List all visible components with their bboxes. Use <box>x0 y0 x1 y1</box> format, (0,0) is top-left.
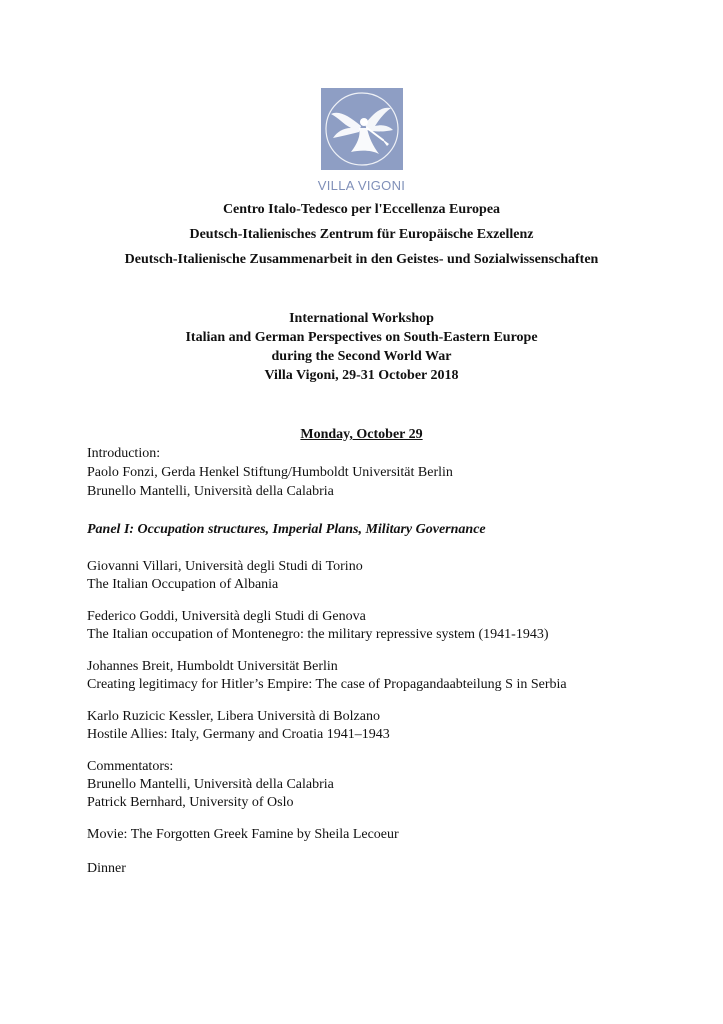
talk-speaker: Johannes Breit, Humboldt Universität Berlin <box>87 659 338 674</box>
talk-speaker: Karlo Ruzicic Kessler, Libera Università di Bolzano <box>87 709 380 724</box>
talk-title: The Italian occupation of Montenegro: the military repressive system (1941-1943) <box>87 627 549 642</box>
logo-wordmark: VILLA VIGONI <box>317 178 406 193</box>
dinner: Dinner <box>87 861 126 876</box>
institution-name-german: Deutsch-Italienisches Zentrum für Europäische Exzellenz <box>189 227 534 242</box>
workshop-venue-date: Villa Vigoni, 29-31 October 2018 <box>264 368 459 383</box>
institution-subtitle: Deutsch-Italienische Zusammenarbeit in den Geistes- und Sozialwissenschaften <box>124 252 599 267</box>
intro-speaker: Brunello Mantelli, Università della Calabria <box>87 484 334 499</box>
day-heading: Monday, October 29 <box>300 427 423 442</box>
commentators-label: Commentators: <box>87 759 174 774</box>
workshop-title-line1: Italian and German Perspectives on South-Eastern Europe <box>185 330 538 345</box>
workshop-type: International Workshop <box>289 311 434 326</box>
institution-name-italian: Centro Italo-Tedesco per l'Eccellenza Europea <box>222 202 501 217</box>
introduction-label: Introduction: <box>87 446 161 461</box>
talk-speaker: Federico Goddi, Università degli Studi di Genova <box>87 609 366 624</box>
talk-title: Hostile Allies: Italy, Germany and Croatia 1941–1943 <box>87 727 390 742</box>
villa-vigoni-logo <box>0 88 723 193</box>
movie-screening: Movie: The Forgotten Greek Famine by Sheila Lecoeur <box>87 827 399 842</box>
winged-figure-icon <box>321 88 403 170</box>
panel-title: Panel I: Occupation structures, Imperial Plans, Military Governance <box>87 522 486 537</box>
workshop-title-line2: during the Second World War <box>271 349 452 364</box>
talk-title: Creating legitimacy for Hitler’s Empire: The case of Propagandaabteilung S in Serbia <box>87 677 567 692</box>
commentator: Brunello Mantelli, Università della Calabria <box>87 777 334 792</box>
talk-speaker: Giovanni Villari, Università degli Studi di Torino <box>87 559 363 574</box>
talk-title: The Italian Occupation of Albania <box>87 577 279 592</box>
commentator: Patrick Bernhard, University of Oslo <box>87 795 294 810</box>
intro-speaker: Paolo Fonzi, Gerda Henkel Stiftung/Humboldt Universität Berlin <box>87 465 453 480</box>
